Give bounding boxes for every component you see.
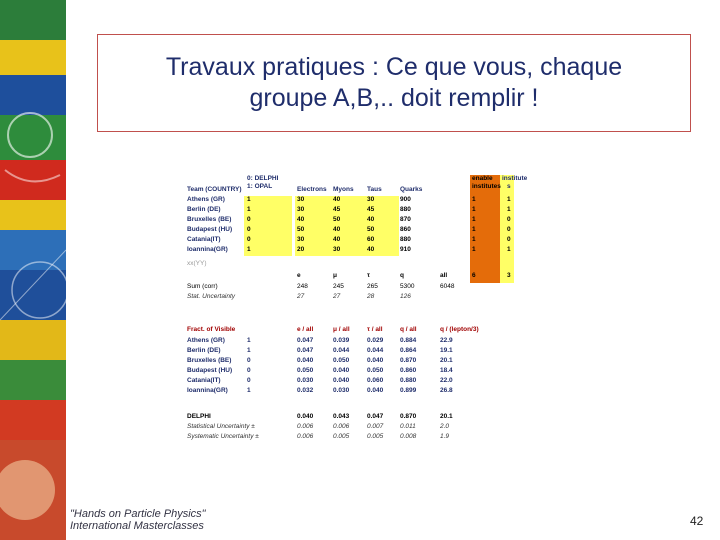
title-line-1: Travaux pratiques : Ce que vous, chaque [165,53,623,81]
delphi-mu: 0.043 [333,413,350,420]
table-row: Berlin (DE) 1 30 45 45 880 1 1 [187,206,511,213]
stat-e: 27 [297,293,305,300]
stat-tau: 28 [367,293,375,300]
page-number: 42 [690,514,704,528]
col-enable-2: institutes [472,183,501,190]
logo-line-2: International Masterclasses [70,520,204,532]
col-electrons: Electrons [297,186,327,193]
table-row: Bruxelles (BE) 0 40 50 40 870 1 0 [187,216,511,223]
sym-all: all [440,272,448,279]
col-institute: institute [502,175,528,182]
title-box [97,34,691,132]
sidebar-pattern-icon [0,0,66,540]
sys-unc-e: 0.006 [297,433,314,440]
xx-row-label: xx(YY) [187,260,207,267]
delphi-e: 0.040 [297,413,314,420]
institute-total: 3 [507,272,511,279]
sys-unc-r: 1.9 [440,433,450,440]
fract-tau: τ / all [367,326,383,333]
fract-ratio: q / (lepton/3) [440,326,479,333]
stat-mu: 27 [333,293,341,300]
sum-q: 5300 [400,283,415,290]
stat-unc-tau: 0.007 [367,423,384,430]
fract-mu: μ / all [333,326,350,333]
stat-unc-label: Statistical Uncertainty ± [187,423,255,430]
decorative-sidebar [0,0,66,540]
table-row: Athens (GR) 1 0.047 0.039 0.029 0.884 22.9 [187,337,453,344]
spreadsheet [185,170,535,460]
table-row: Catania(IT) 0 30 40 60 880 1 0 [187,236,511,243]
col-quarks: Quarks [400,186,423,193]
stat-unc-mu: 0.006 [333,423,350,430]
fract-q: q / all [400,326,417,333]
table-row: Budapest (HU) 0 0.050 0.040 0.050 0.860 18.4 [187,367,453,374]
table-row: Ioannina(GR) 1 0.032 0.030 0.040 0.899 26.8 [187,387,453,394]
sym-tau: τ [367,272,370,279]
sys-unc-tau: 0.005 [367,433,384,440]
col-myons: Myons [333,186,354,193]
table-row: Bruxelles (BE) 0 0.040 0.050 0.040 0.870 20.1 [187,357,453,364]
table-row: Budapest (HU) 0 50 40 50 860 1 0 [187,226,511,233]
sys-unc-mu: 0.005 [333,433,350,440]
fract-label: Fract. of Visible [187,326,236,333]
stat-unc-e: 0.006 [297,423,314,430]
delphi-tau: 0.047 [367,413,384,420]
stat-label: Stat. Uncertainty [187,293,236,300]
sum-all: 6048 [440,283,455,290]
enable-total: 6 [472,272,476,279]
sys-unc-q: 0.008 [400,433,417,440]
delphi-r: 20.1 [440,413,453,420]
header-delphi: 0: DELPHI [247,175,279,182]
header-opal: 1: OPAL [247,183,273,190]
table-row: Athens (GR) 1 30 40 30 900 1 1 [187,196,511,203]
sum-label: Sum (corr) [187,283,218,290]
sum-mu: 245 [333,283,344,290]
col-enable: enable [472,175,493,182]
sum-tau: 265 [367,283,378,290]
col-team: Team (COUNTRY) [187,186,242,193]
sym-mu: μ [333,272,337,279]
sym-q: q [400,272,404,279]
delphi-label: DELPHI [187,413,211,420]
table-row: Berlin (DE) 1 0.047 0.044 0.044 0.864 19.1 [187,347,453,354]
stat-unc-q: 0.011 [400,423,416,430]
slide-title [166,52,622,114]
sym-e: e [297,272,301,279]
delphi-q: 0.870 [400,413,417,420]
col-institute-2: s [507,183,511,190]
stat-q: 126 [400,293,411,300]
masterclass-logo [70,508,206,532]
logo-line-1: "Hands on Particle Physics" [70,508,206,520]
sum-e: 248 [297,283,308,290]
title-line-2: groupe A,B,.. doit remplir ! [249,84,539,112]
fract-e: e / all [297,326,314,333]
table-row: Catania(IT) 0 0.030 0.040 0.060 0.880 22.0 [187,377,453,384]
sys-unc-label: Systematic Uncertainty ± [187,433,259,440]
stat-unc-r: 2.0 [440,423,450,430]
col-taus: Taus [367,186,382,193]
table-row: Ioannina(GR) 1 20 30 40 910 1 1 [187,246,511,253]
